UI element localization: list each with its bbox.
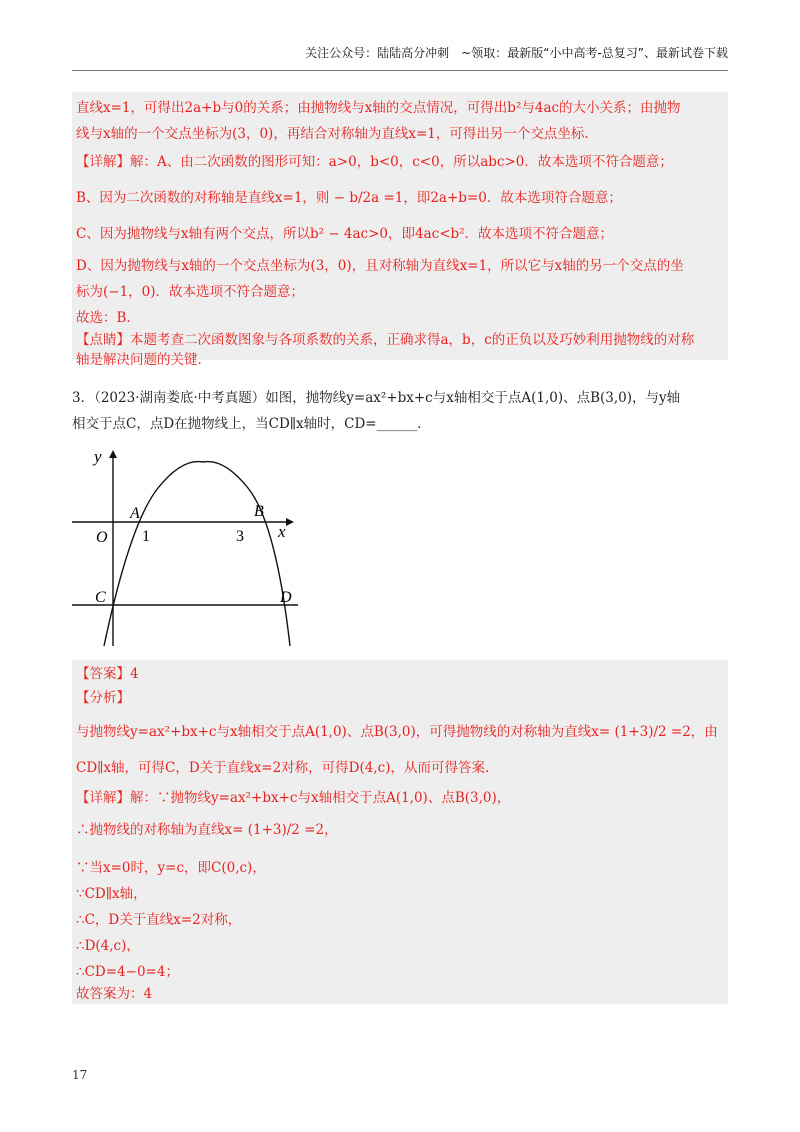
prev-solution-line: D、因为抛物线与x轴的一个交点坐标为(3，0)，且对称轴为直线x=1，所以它与x轴的另一个交点的坐 [76, 258, 684, 274]
solution-line: 【分析】 [76, 690, 130, 706]
question-line: 相交于点C，点D在抛物线上，当CD∥x轴时，CD=______. [72, 416, 422, 432]
solution-line: 与抛物线y=ax²+bx+c与x轴相交于点A(1,0)、点B(3,0)，可得抛物线的对称轴为直线x= (1+3)/2 =2，由 [76, 724, 718, 740]
label-3: 3 [236, 528, 244, 545]
solution-line: 【详解】解：∵抛物线y=ax²+bx+c与x轴相交于点A(1,0)、点B(3,0)， [76, 790, 511, 806]
label-A: A [130, 505, 140, 522]
prev-solution-line: 直线x=1，可得出2a+b与0的关系；由抛物线与x轴的交点情况，可得出b²与4ac的大小关系；由抛物 [76, 100, 681, 116]
prev-solution-line: 【详解】解：A、由二次函数的图形可知：a>0，b<0，c<0，所以abc>0．故本选项不符合题意； [76, 154, 673, 170]
parabola-curve [104, 462, 290, 646]
label-B: B [254, 503, 264, 520]
solution-line: 【答案】4 [76, 666, 139, 682]
question-line: 3．（2023·湖南娄底·中考真题）如图，抛物线y=ax²+bx+c与x轴相交于点A(1,0)、点B(3,0)，与y轴 [72, 390, 681, 406]
solution-line: ∴D(4,c)， [76, 938, 140, 954]
prev-solution-line: 【点睛】本题考查二次函数图象与各项系数的关系，正确求得a，b，c的正负以及巧妙利用抛物线的对称 [76, 332, 695, 348]
solution-line: CD∥x轴，可得C，D关于直线x=2对称，可得D(4,c)，从而可得答案. [76, 760, 490, 776]
x-axis-arrow [286, 518, 294, 526]
solution-line: ∵当x=0时，y=c，即C(0,c)， [76, 860, 266, 876]
prev-solution-line: 线与x轴的一个交点坐标为(3，0)，再结合对称轴为直线x=1，可得出另一个交点坐标. [76, 126, 589, 142]
label-C: C [95, 589, 106, 606]
parabola-figure [72, 448, 312, 648]
prev-solution-line: 轴是解决问题的关键. [76, 352, 202, 368]
solution-line: ∴C，D关于直线x=2对称， [76, 912, 242, 928]
solution-line: ∵CD∥x轴， [76, 886, 147, 902]
solution-line: ∴抛物线的对称轴为直线x= (1+3)/2 =2， [76, 822, 338, 838]
header-rule [72, 70, 728, 71]
prev-solution-block [72, 92, 728, 368]
prev-solution-line: 标为(−1，0)．故本选项不符合题意； [76, 284, 305, 300]
y-axis-arrow [109, 450, 117, 458]
prev-solution-line: 故选：B． [76, 310, 140, 326]
prev-solution-line: C、因为抛物线与x轴有两个交点，所以b² − 4ac>0，即4ac<b²．故本选项不符合题意； [76, 226, 614, 242]
page-number: 17 [72, 1068, 88, 1082]
label-O: O [96, 529, 108, 546]
solution-line: ∴CD=4−0=4； [76, 964, 179, 980]
label-1: 1 [142, 528, 150, 545]
label-x: x [278, 522, 286, 541]
label-y: y [94, 448, 102, 466]
prev-solution-line: B、因为二次函数的对称轴是直线x=1，则 − b/2a =1，即2a+b=0．故本选项符合题意； [76, 190, 622, 206]
label-D: D [280, 589, 292, 606]
page-header: 关注公众号：陆陆高分冲刺 ~领取：最新版“小中高考-总复习”、最新试卷下载 [305, 46, 728, 60]
solution-block [72, 660, 728, 1004]
solution-line: 故答案为：4 [76, 986, 153, 1002]
